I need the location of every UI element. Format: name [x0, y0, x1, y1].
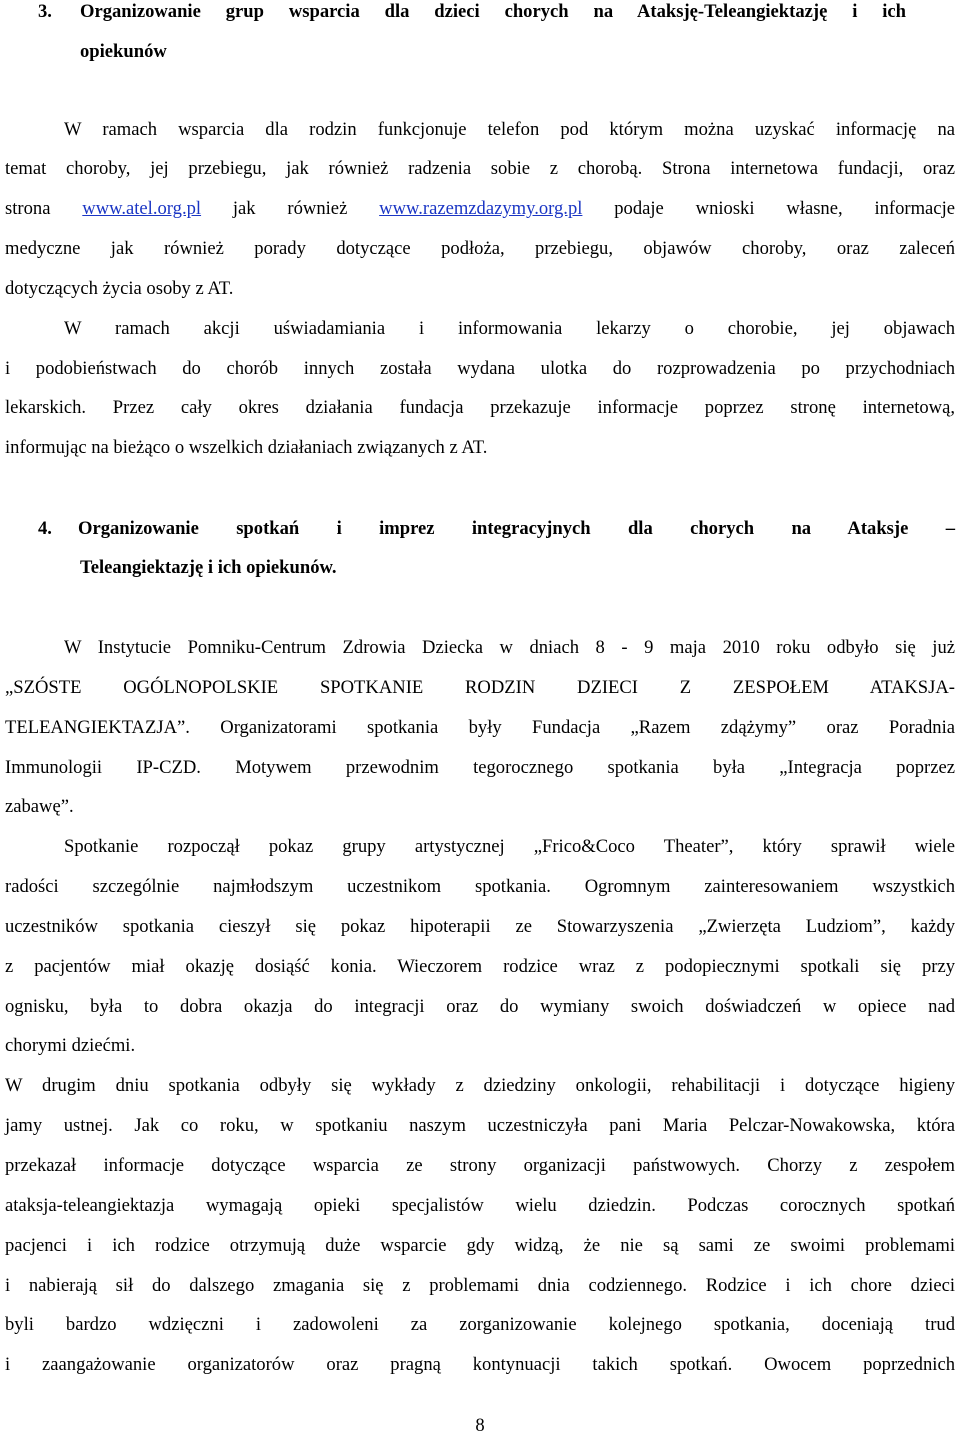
section-4-line: ataksja-teleangiektazja wymagają opieki specjalistów wielu dziedzin. Podczas corocznych spotkań: [5, 1195, 955, 1216]
page-number: 8: [475, 1415, 485, 1436]
section-4-line: chorymi dziećmi.: [5, 1035, 136, 1056]
paragraph-1-line: dotyczących życia osoby z AT.: [5, 278, 234, 299]
section-3-number: 3.: [38, 1, 52, 22]
section-4-line: zabawę”.: [5, 796, 74, 817]
link-atel[interactable]: www.atel.org.pl: [82, 198, 202, 219]
paragraph-2-line: lekarskich. Przez cały okres działania fundacja przekazuje informacje poprzez stronę internetową,: [5, 397, 955, 418]
paragraph-1-text: podaje wnioski własne, informacje: [614, 198, 955, 219]
section-4-line: uczestników spotkania cieszył się pokaz hipoterapii ze Stowarzyszenia „Zwierzęta Ludziom”, każdy: [5, 916, 955, 937]
section-3-title-line1: Organizowanie grup wsparcia dla dzieci chorych na Ataksję-Teleangiektazję i ich: [80, 1, 906, 22]
section-4-line: z pacjentów miał okazję dosiąść konia. Wieczorem rodzice wraz z podopiecznymi spotkali się przy: [5, 956, 955, 977]
section-4-line: i zaangażowanie organizatorów oraz pragną kontynuacji takich spotkań. Owocem poprzednich: [5, 1354, 955, 1375]
section-4-line: przekazał informacje dotyczące wsparcia ze strony organizacji państwowych. Chorzy z zespołem: [5, 1155, 955, 1176]
section-4-title-line2: Teleangiektazję i ich opiekunów.: [80, 557, 337, 578]
section-4-line: W drugim dniu spotkania odbyły się wykłady z dziedziny onkologii, rehabilitacji i dotyczące higieny: [5, 1075, 955, 1096]
paragraph-2-line: informując na bieżąco o wszelkich działaniach związanych z AT.: [5, 437, 488, 458]
paragraph-1-text: jak również: [232, 198, 348, 219]
section-4-line: „SZÓSTE OGÓLNOPOLSKIE SPOTKANIE RODZIN DZIECI Z ZESPOŁEM ATAKSJA-: [5, 677, 955, 698]
paragraph-1-line: W ramach wsparcia dla rodzin funkcjonuje telefon pod którym można uzyskać informację na: [64, 119, 955, 140]
paragraph-1-text: strona: [5, 198, 51, 219]
section-4-line: ognisku, była to dobra okazja do integracji oraz do wymiany swoich doświadczeń w opiece nad: [5, 996, 955, 1017]
section-4-line: byli bardzo wdzięczni i zadowoleni za zorganizowanie kolejnego spotkania, doceniają trud: [5, 1314, 955, 1335]
section-4-line: TELEANGIEKTAZJA”. Organizatorami spotkania były Fundacja „Razem zdążymy” oraz Poradnia: [5, 717, 955, 738]
section-4-number: 4.: [38, 518, 52, 539]
paragraph-1-line: medyczne jak również porady dotyczące podłoża, przebiegu, objawów choroby, oraz zaleceń: [5, 238, 955, 259]
section-4-line: pacjenci i ich rodzice otrzymują duże wsparcie gdy widzą, że nie są sami ze swoimi problemami: [5, 1235, 955, 1256]
section-4-line: Spotkanie rozpoczął pokaz grupy artystycznej „Frico&Coco Theater”, który sprawił wiele: [64, 836, 955, 857]
section-4-line: W Instytucie Pomniku-Centrum Zdrowia Dziecka w dniach 8 - 9 maja 2010 roku odbyło się już: [64, 637, 955, 658]
section-4-title-line1: Organizowanie spotkań i imprez integracyjnych dla chorych na Ataksje –: [78, 518, 955, 539]
section-3-title-line2: opiekunów: [80, 41, 167, 62]
section-4-line: Immunologii IP-CZD. Motywem przewodnim tegorocznego spotkania była „Integracja poprzez: [5, 757, 955, 778]
section-4-line: i nabierają sił do dalszego zmagania się z problemami dnia codziennego. Rodzice i ich chore dzieci: [5, 1275, 955, 1296]
paragraph-2-line: W ramach akcji uświadamiania i informowania lekarzy o chorobie, jej objawach: [64, 318, 955, 339]
link-razemzdazymy[interactable]: www.razemzdazymy.org.pl: [379, 198, 583, 219]
paragraph-1-line: temat choroby, jej przebiegu, jak również radzenia sobie z chorobą. Strona internetowa fundacji, oraz: [5, 158, 955, 179]
paragraph-1-line-links: [5, 197, 955, 221]
section-4-line: jamy ustnej. Jak co roku, w spotkaniu naszym uczestniczyła pani Maria Pelczar-Nowakowska, która: [5, 1115, 955, 1136]
paragraph-2-line: i podobieństwach do chorób innych została wydana ulotka do rozprowadzenia po przychodniach: [5, 358, 955, 379]
section-4-line: radości szczególnie najmłodszym uczestnikom spotkania. Ogromnym zainteresowaniem wszystkich: [5, 876, 955, 897]
